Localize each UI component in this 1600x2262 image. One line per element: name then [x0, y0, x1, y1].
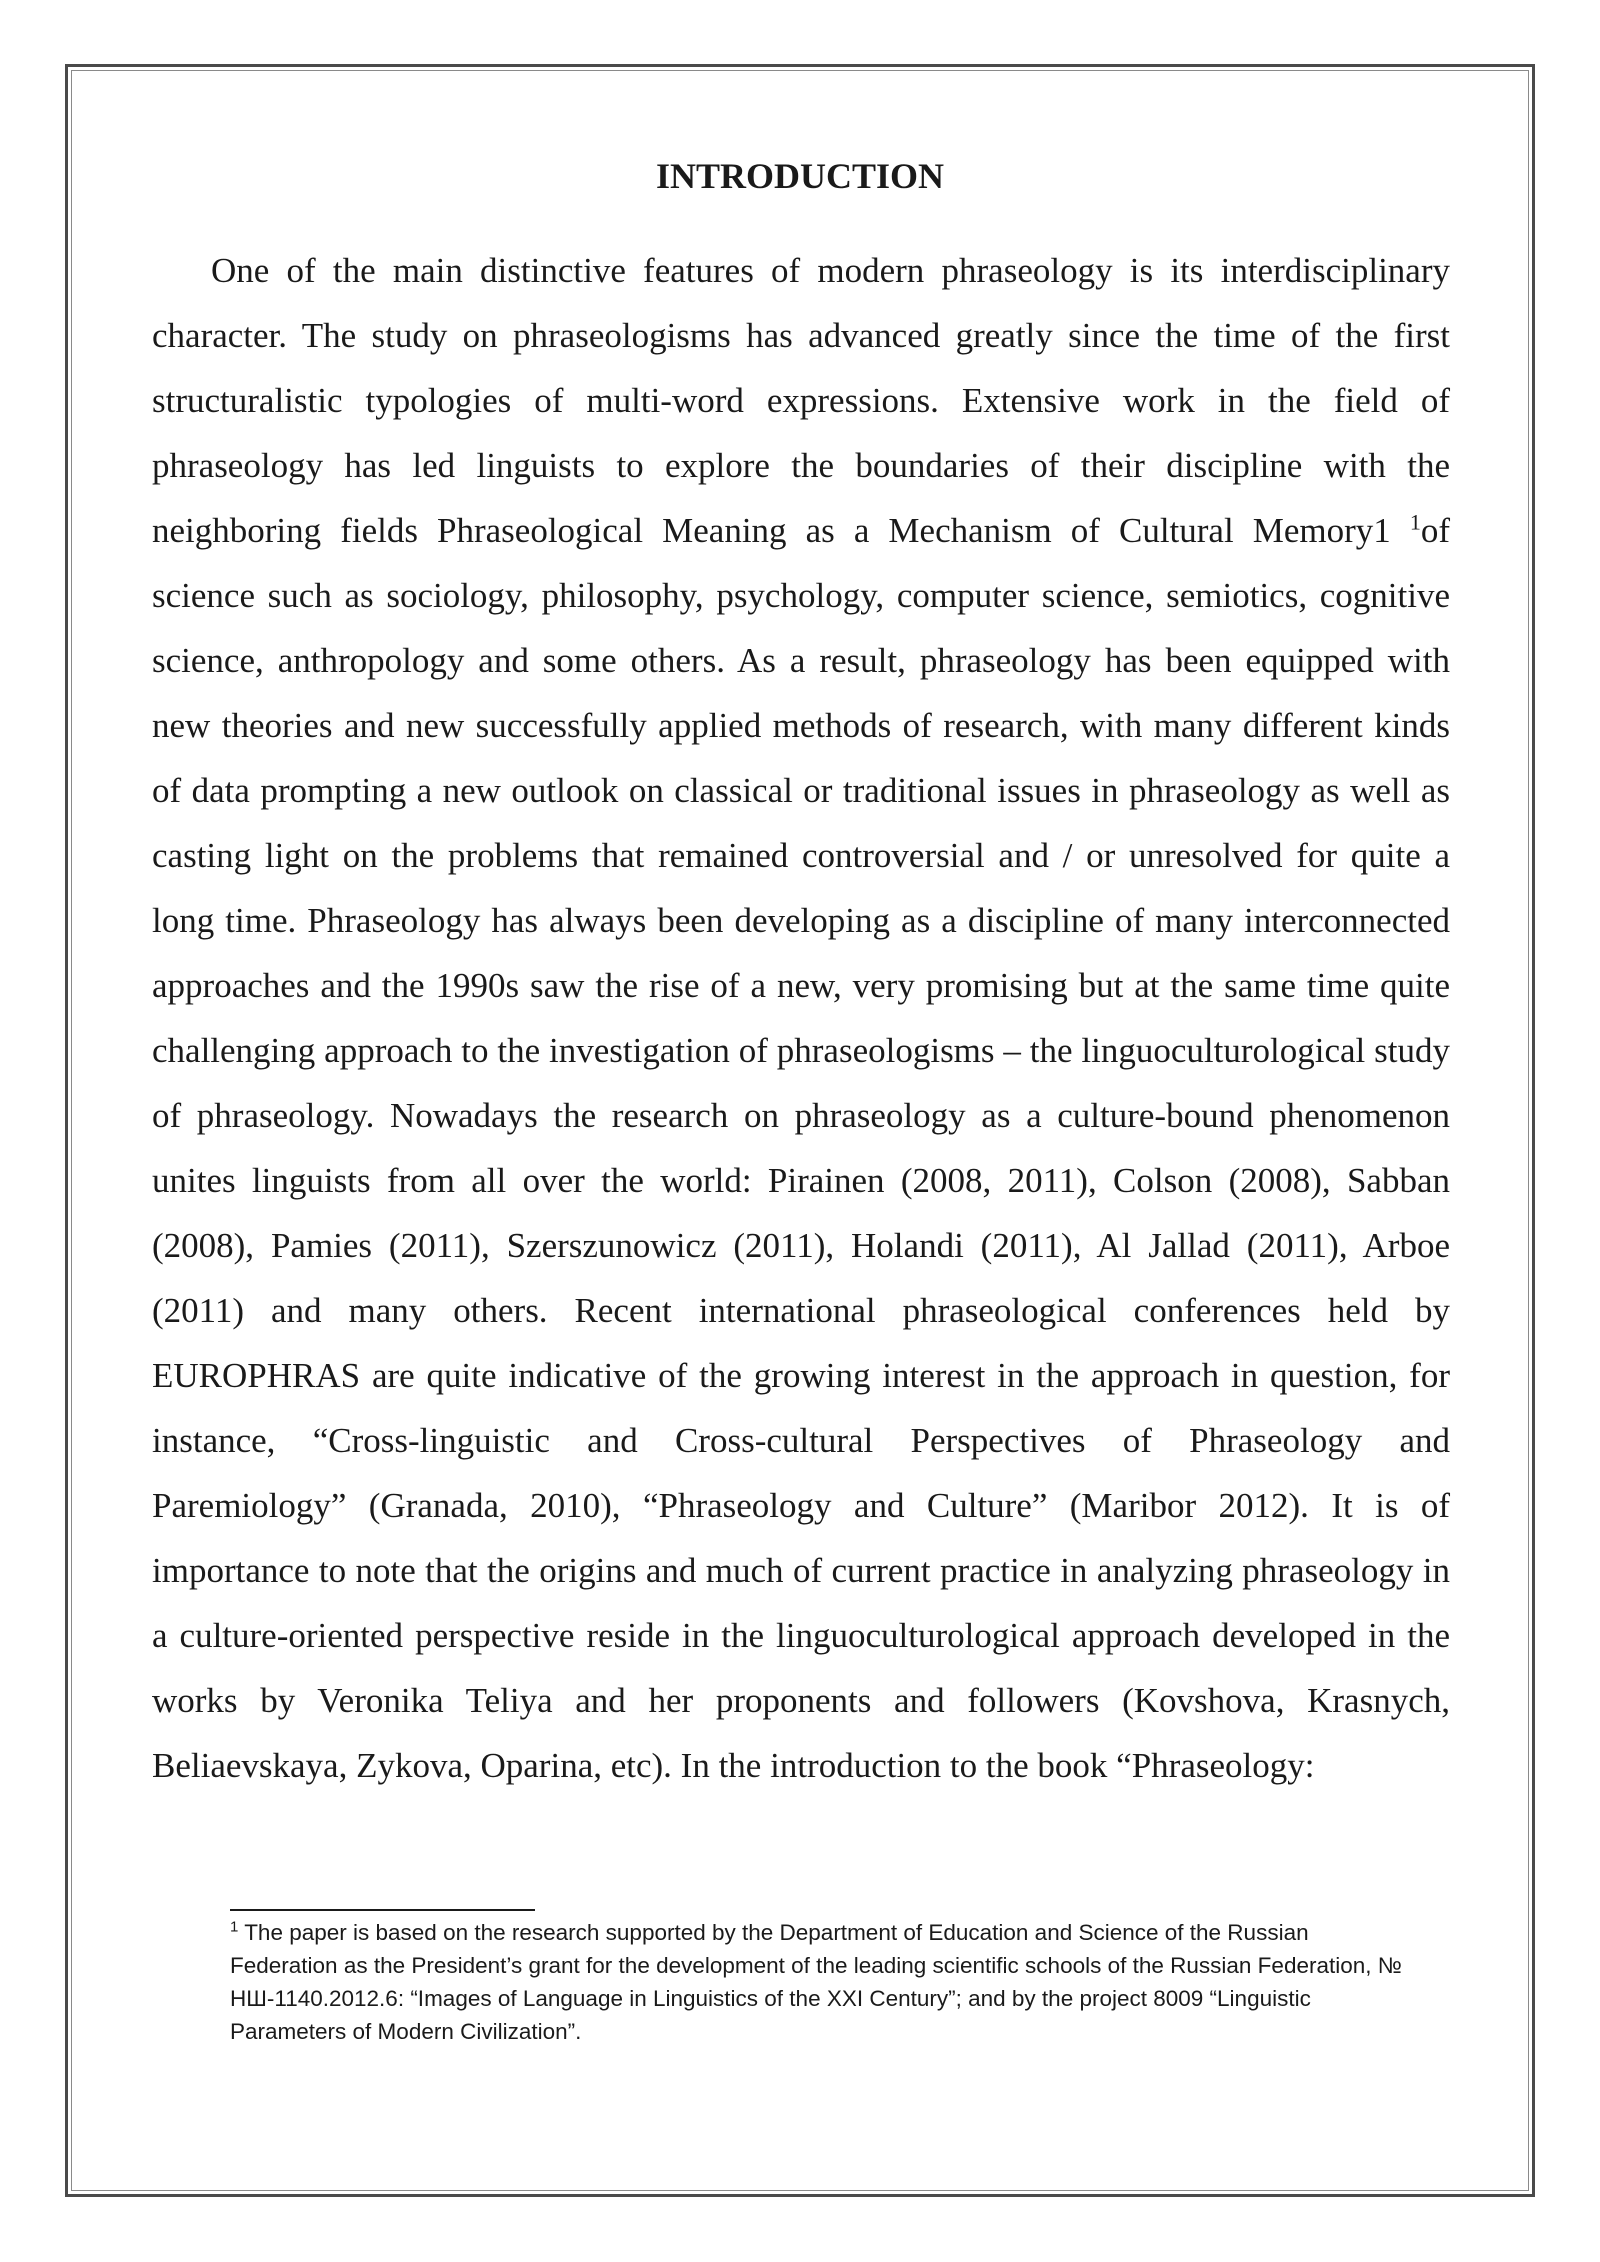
footnote-text: The paper is based on the research supported by the Department of Education and Science of the Russian Federation as the President’s grant for the development of the leading scientific schools of the Russian Federation, № НШ-1140.2012.6: “Images of Language in Linguistics of the XXI Century”; and by the project 8009 “Linguistic Parameters of Modern Civilization”. [230, 1920, 1402, 2044]
footnote-reference[interactable]: 1 [1409, 509, 1421, 535]
paragraph-text-part-1: One of the main distinctive features of modern phraseology is its interdisciplinary character. The study on phraseologisms has advanced greatly since the time of the first structuralistic typologies of multi-word expressions. Extensive work in the field of phraseology has led linguists to explore the boundaries of their discipline with the neighboring fields Phraseological Meaning as a Mechanism of Cultural Memory1 [152, 251, 1450, 550]
paragraph-text-part-2: of science such as sociology, philosophy, psychology, computer science, semiotics, cognitive science, anthropology and some others. As a result, phraseology has been equipped with new theories and new successfully applied methods of research, with many different kinds of data prompting a new outlook on classical or traditional issues in phraseology as well as casting light on the problems that remained controversial and / or unresolved for quite a long time. Phraseology has always been developing as a discipline of many interconnected approaches and the 1990s saw the rise of a new, very promising but at the same time quite challenging approach to the investigation of phraseologisms – the linguoculturological study of phraseology. Nowadays the research on phraseology as a culture-bound phenomenon unites linguists from all over the world: Pirainen (2008, 2011), Colson (2008), Sabban (2008), Pamies (2011), Szerszunowicz (2011), Holandi (2011), Al Jallad (2011), Arboe (2011) and many others. Recent international phraseological conferences held by EUROPHRAS are quite indicative of the growing interest in the approach in question, for instance, “Cross-linguistic and Cross-cultural Perspectives of Phraseology and Paremiology” (Granada, 2010), “Phraseology and Culture” (Maribor 2012). It is of importance to note that the origins and much of current practice in analyzing phraseology in a culture-oriented perspective reside in the linguoculturological approach developed in the works by Veronika Teliya and her proponents and followers (Kovshova, Krasnych, Beliaevskaya, Zykova, Oparina, etc). In the introduction to the book “Phraseology: [152, 511, 1450, 1785]
footnote-number: 1 [230, 1918, 239, 1936]
footnote [230, 1916, 1410, 2048]
footnote-separator [230, 1909, 535, 1911]
page-title: INTRODUCTION [655, 156, 945, 196]
body-paragraph [152, 238, 1450, 1798]
